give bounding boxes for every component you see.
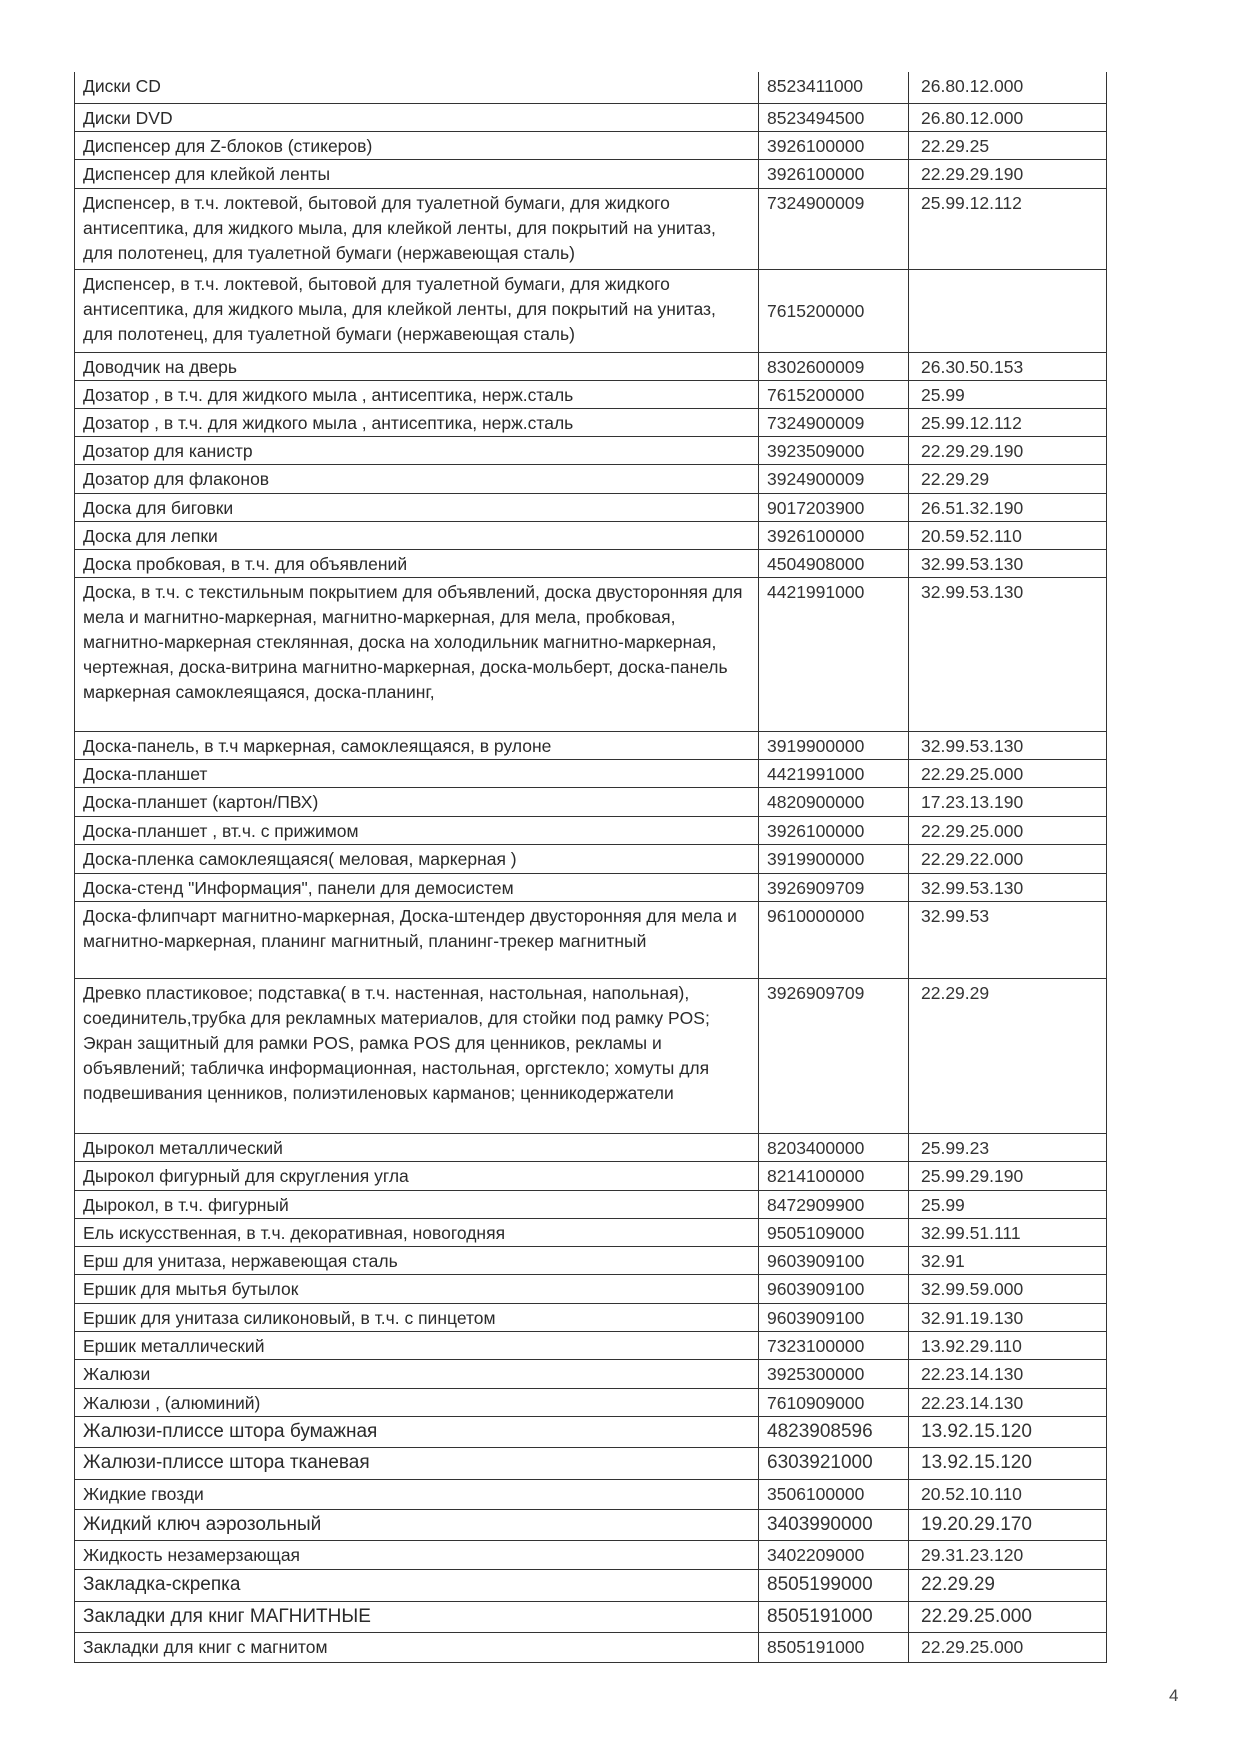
tnved-code-cell: 3926100000 [759,521,909,549]
tnved-code-cell: 8214100000 [759,1161,909,1190]
tnved-code-cell: 3926909709 [759,873,909,901]
product-name-cell: Жалюзи [75,1359,759,1388]
product-name-cell: Диспенсер, в т.ч. локтевой, бытовой для туалетной бумаги, для жидкого антисептика, для жидкого мыла, для клейкой ленты, для покрытий на унитаз, для полотенец, для туалетной бумаги (нержавеющая сталь) [75,188,759,269]
okpd2-code-cell: 32.99.53.130 [909,577,1107,731]
product-name-cell: Дырокол, в т.ч. фигурный [75,1190,759,1218]
okpd2-code-cell: 25.99.23 [909,1133,1107,1161]
table-row [75,1479,1107,1509]
product-code-table-container [74,72,1100,1663]
okpd2-code-cell: 13.92.29.110 [909,1331,1107,1359]
tnved-code-cell: 3926909709 [759,978,909,1133]
product-name-cell: Доска для биговки [75,493,759,521]
okpd2-code-cell: 32.99.51.111 [909,1218,1107,1246]
table-row [75,188,1107,269]
tnved-code-cell: 8523494500 [759,103,909,131]
table-row [75,1388,1107,1416]
okpd2-code-cell: 22.29.25.000 [909,816,1107,844]
product-name-cell: Дозатор для канистр [75,436,759,464]
tnved-code-cell: 3506100000 [759,1479,909,1509]
product-name-cell: Диски CD [75,72,759,103]
tnved-code-cell: 3926100000 [759,816,909,844]
tnved-code-cell: 7615200000 [759,380,909,408]
tnved-code-cell: 9610000000 [759,901,909,978]
table-row [75,1540,1107,1569]
tnved-code-cell: 9603909100 [759,1303,909,1331]
tnved-code-cell: 8472909900 [759,1190,909,1218]
product-name-cell: Доска-флипчарт магнитно-маркерная, Доска-штендер двусторонняя для мела и магнитно-маркерная, планинг магнитный, планинг-трекер магнитный [75,901,759,978]
table-row [75,1359,1107,1388]
product-name-cell: Диспенсер для Z-блоков (стикеров) [75,131,759,159]
okpd2-code-cell: 22.29.29.190 [909,436,1107,464]
tnved-code-cell: 9603909100 [759,1274,909,1303]
product-name-cell: Доска-планшет [75,759,759,787]
tnved-code-cell: 3919900000 [759,844,909,873]
product-name-cell: Доводчик на дверь [75,352,759,380]
table-row [75,1161,1107,1190]
tnved-code-cell: 8302600009 [759,352,909,380]
tnved-code-cell: 8203400000 [759,1133,909,1161]
table-row [75,873,1107,901]
tnved-code-cell: 8505199000 [759,1569,909,1601]
okpd2-code-cell: 22.29.25.000 [909,1632,1107,1662]
okpd2-code-cell: 22.29.29 [909,464,1107,493]
product-name-cell: Жидкость незамерзающая [75,1540,759,1569]
tnved-code-cell: 9603909100 [759,1246,909,1274]
product-name-cell: Дозатор , в т.ч. для жидкого мыла , антисептика, нерж.сталь [75,408,759,436]
product-name-cell: Закладки для книг с магнитом [75,1632,759,1662]
tnved-code-cell: 4421991000 [759,759,909,787]
okpd2-code-cell: 32.99.53.130 [909,549,1107,577]
okpd2-code-cell: 32.99.53.130 [909,731,1107,759]
okpd2-code-cell: 13.92.15.120 [909,1416,1107,1447]
tnved-code-cell: 3926100000 [759,131,909,159]
tnved-code-cell: 9505109000 [759,1218,909,1246]
okpd2-code-cell: 25.99 [909,380,1107,408]
table-row [75,1218,1107,1246]
table-row [75,1416,1107,1447]
tnved-code-cell: 4820900000 [759,787,909,816]
okpd2-code-cell: 19.20.29.170 [909,1509,1107,1540]
product-name-cell: Дозатор для флаконов [75,464,759,493]
product-name-cell: Диски DVD [75,103,759,131]
product-name-cell: Дырокол фигурный для скругления угла [75,1161,759,1190]
table-row [75,131,1107,159]
product-name-cell: Ерш для унитаза, нержавеющая сталь [75,1246,759,1274]
okpd2-code-cell: 22.29.29.190 [909,159,1107,188]
tnved-code-cell: 3925300000 [759,1359,909,1388]
table-row [75,816,1107,844]
okpd2-code-cell [909,269,1107,352]
tnved-code-cell: 4421991000 [759,577,909,731]
okpd2-code-cell: 32.99.53 [909,901,1107,978]
page-number: 4 [1169,1686,1179,1705]
table-row [75,759,1107,787]
table-row [75,549,1107,577]
tnved-code-cell: 6303921000 [759,1447,909,1479]
tnved-code-cell: 3919900000 [759,731,909,759]
product-name-cell: Закладки для книг МАГНИТНЫЕ [75,1601,759,1632]
product-name-cell: Доска-панель, в т.ч маркерная, самоклеящаяся, в рулоне [75,731,759,759]
table-row [75,1246,1107,1274]
table-row [75,1274,1107,1303]
tnved-code-cell: 7323100000 [759,1331,909,1359]
tnved-code-cell: 3402209000 [759,1540,909,1569]
okpd2-code-cell: 32.91.19.130 [909,1303,1107,1331]
tnved-code-cell: 9017203900 [759,493,909,521]
table-row [75,731,1107,759]
okpd2-code-cell: 25.99.12.112 [909,408,1107,436]
table-row [75,408,1107,436]
product-name-cell: Диспенсер, в т.ч. локтевой, бытовой для туалетной бумаги, для жидкого антисептика, для жидкого мыла, для клейкой ленты, для покрытий на унитаз, для полотенец, для туалетной бумаги (нержавеющая сталь) [75,269,759,352]
tnved-code-cell: 7324900009 [759,188,909,269]
product-name-cell: Доска, в т.ч. с текстильным покрытием для объявлений, доска двусторонняя для мела и магнитно-маркерная, магнитно-маркерная, для мела, пробковая, магнитно-маркерная стеклянная, доска на холодильник магнитно-маркерная, чертежная, доска-витрина магнитно-маркерная, доска-мольберт, доска-панель маркерная самоклеящаяся, доска-планинг, [75,577,759,731]
tnved-code-cell: 3403990000 [759,1509,909,1540]
okpd2-code-cell: 32.99.53.130 [909,873,1107,901]
okpd2-code-cell: 32.91 [909,1246,1107,1274]
product-name-cell: Доска-стенд "Информация", панели для демосистем [75,873,759,901]
product-name-cell: Доска-планшет , вт.ч. с прижимом [75,816,759,844]
okpd2-code-cell: 22.23.14.130 [909,1359,1107,1388]
okpd2-code-cell: 26.51.32.190 [909,493,1107,521]
okpd2-code-cell: 26.30.50.153 [909,352,1107,380]
table-row [75,577,1107,731]
okpd2-code-cell: 22.29.25 [909,131,1107,159]
tnved-code-cell: 7324900009 [759,408,909,436]
product-name-cell: Дырокол металлический [75,1133,759,1161]
product-name-cell: Жалюзи-плиссе штора тканевая [75,1447,759,1479]
product-name-cell: Доска-пленка самоклеящаяся( меловая, маркерная ) [75,844,759,873]
table-row [75,787,1107,816]
okpd2-code-cell: 22.29.29 [909,978,1107,1133]
product-name-cell: Ершик металлический [75,1331,759,1359]
okpd2-code-cell: 25.99 [909,1190,1107,1218]
product-name-cell: Ель искусственная, в т.ч. декоративная, новогодняя [75,1218,759,1246]
okpd2-code-cell: 26.80.12.000 [909,72,1107,103]
table-row [75,464,1107,493]
table-row [75,844,1107,873]
okpd2-code-cell: 26.80.12.000 [909,103,1107,131]
product-name-cell: Доска для лепки [75,521,759,549]
tnved-code-cell: 8523411000 [759,72,909,103]
tnved-code-cell: 7615200000 [759,269,909,352]
product-name-cell: Жалюзи , (алюминий) [75,1388,759,1416]
okpd2-code-cell: 13.92.15.120 [909,1447,1107,1479]
table-row [75,380,1107,408]
product-name-cell: Диспенсер для клейкой ленты [75,159,759,188]
product-name-cell: Ершик для унитаза силиконовый, в т.ч. с пинцетом [75,1303,759,1331]
table-row [75,72,1107,103]
product-name-cell: Жалюзи-плиссе штора бумажная [75,1416,759,1447]
table-row [75,1632,1107,1662]
product-name-cell: Ершик для мытья бутылок [75,1274,759,1303]
okpd2-code-cell: 17.23.13.190 [909,787,1107,816]
table-row [75,1509,1107,1540]
table-row [75,269,1107,352]
okpd2-code-cell: 29.31.23.120 [909,1540,1107,1569]
table-row [75,521,1107,549]
product-name-cell: Дозатор , в т.ч. для жидкого мыла , антисептика, нерж.сталь [75,380,759,408]
okpd2-code-cell: 22.29.25.000 [909,759,1107,787]
product-name-cell: Доска пробковая, в т.ч. для объявлений [75,549,759,577]
table-row [75,1331,1107,1359]
product-name-cell: Древко пластиковое; подставка( в т.ч. настенная, настольная, напольная), соединитель,трубка для рекламных материалов, для стойки под рамку POS; Экран защитный для рамки POS, рамка POS для ценников, рекламы и объявлений; табличка информационная, настольная, оргстекло; хомуты для подвешивания ценников, полиэтиленовых карманов; ценникодержатели [75,978,759,1133]
table-row [75,1133,1107,1161]
table-row [75,978,1107,1133]
okpd2-code-cell: 22.29.29 [909,1569,1107,1601]
okpd2-code-cell: 20.59.52.110 [909,521,1107,549]
okpd2-code-cell: 20.52.10.110 [909,1479,1107,1509]
okpd2-code-cell: 32.99.59.000 [909,1274,1107,1303]
tnved-code-cell: 4504908000 [759,549,909,577]
okpd2-code-cell: 25.99.29.190 [909,1161,1107,1190]
table-row [75,1447,1107,1479]
product-code-table [74,72,1107,1663]
product-name-cell: Жидкие гвозди [75,1479,759,1509]
table-row [75,901,1107,978]
okpd2-code-cell: 22.23.14.130 [909,1388,1107,1416]
table-row [75,1190,1107,1218]
product-name-cell: Закладка-скрепка [75,1569,759,1601]
okpd2-code-cell: 25.99.12.112 [909,188,1107,269]
product-name-cell: Доска-планшет (картон/ПВХ) [75,787,759,816]
okpd2-code-cell: 22.29.22.000 [909,844,1107,873]
table-row [75,103,1107,131]
tnved-code-cell: 4823908596 [759,1416,909,1447]
table-row [75,1601,1107,1632]
table-row [75,493,1107,521]
table-row [75,436,1107,464]
table-row [75,1569,1107,1601]
tnved-code-cell: 7610909000 [759,1388,909,1416]
product-name-cell: Жидкий ключ аэрозольный [75,1509,759,1540]
tnved-code-cell: 8505191000 [759,1601,909,1632]
tnved-code-cell: 3926100000 [759,159,909,188]
table-row [75,352,1107,380]
table-row [75,159,1107,188]
okpd2-code-cell: 22.29.25.000 [909,1601,1107,1632]
tnved-code-cell: 8505191000 [759,1632,909,1662]
tnved-code-cell: 3924900009 [759,464,909,493]
table-row [75,1303,1107,1331]
table-body [75,72,1107,1662]
tnved-code-cell: 3923509000 [759,436,909,464]
